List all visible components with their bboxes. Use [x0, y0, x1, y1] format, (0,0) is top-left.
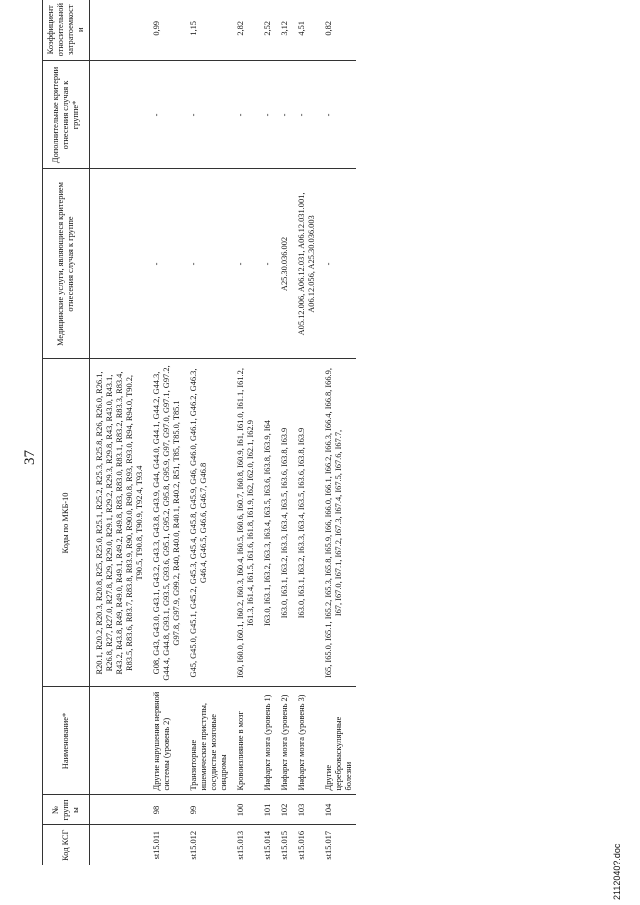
table-header-row [43, 0, 90, 865]
cell-mkb-codes: G45, G45.0, G45.1, G45.2, G45.3, G45.4, G45.8, G45.9, G46, G46.0, G46.1, G46.2, G46.3, G46.4, G46.5, G46.6, G46.7, G46.8 [184, 359, 231, 687]
cell-group-number [90, 795, 148, 825]
cell-services: - [319, 169, 356, 359]
cell-group-number: 103 [292, 795, 319, 825]
cell-coefficient: 2,82 [231, 0, 258, 61]
cell-name: Другие цереброваскулярные болезни [319, 687, 356, 795]
cell-mkb-codes: I63.0, I63.1, I63.2, I63.3, I63.4, I63.5, I63.6, I63.8, I63.9 [292, 359, 319, 687]
cell-extra-criteria: - [231, 61, 258, 169]
cell-services: - [147, 169, 184, 359]
header-extra-criteria: Дополнительные критерии отнесения случая к группе* [43, 61, 90, 169]
cell-group-number: 104 [319, 795, 356, 825]
cell-extra-criteria: - [258, 61, 275, 169]
table-row [258, 0, 275, 865]
cell-coefficient: 4,51 [292, 0, 319, 61]
cell-mkb-codes: G08, G43, G43.0, G43.1, G43.2, G43.3, G43.8, G43.9, G44, G44.0, G44.1, G44.2, G44.3, G44.4, G44.8, G93.1, G93.5, G93.6, G95.1, G95.2, G95.8, G95.9, G97, G97.0, G97.1, G97.2, G97.8, G97.9, G99.2, R40, R40.0, R40.1, R40.2, R51, T85, T85.0, T85.1 [147, 359, 184, 687]
table-row [90, 0, 148, 865]
cell-coefficient: 1,15 [184, 0, 231, 61]
header-code: Код КСГ [43, 825, 90, 865]
cell-services: A25.30.036.002 [275, 169, 292, 359]
cell-name: Транзиторные ишемические приступы, сосудистые мозговые синдромы [184, 687, 231, 795]
cell-name: Инфаркт мозга (уровень 1) [258, 687, 275, 795]
cell-coefficient [90, 0, 148, 61]
cell-coefficient: 0,82 [319, 0, 356, 61]
cell-code [90, 825, 148, 865]
table-row [292, 0, 319, 865]
table-row [231, 0, 258, 865]
cell-group-number: 99 [184, 795, 231, 825]
table-body [90, 0, 357, 865]
cell-name: Другие нарушения нервной системы (уровень 2) [147, 687, 184, 795]
cell-code: st15.016 [297, 830, 306, 860]
cell-code: st15.014 [263, 830, 272, 860]
table-row [319, 0, 356, 865]
cell-mkb-codes: I63.0, I63.1, I63.2, I63.3, I63.4, I63.5, I63.6, I63.8, I63.9, I64 [258, 359, 275, 687]
page-number: 37 [22, 450, 38, 465]
table-row [275, 0, 292, 865]
cell-extra-criteria: - [319, 61, 356, 169]
cell-services [90, 169, 148, 359]
cell-extra-criteria: - [292, 61, 319, 169]
cell-mkb-codes: R20.1, R20.2, R20.3, R20.8, R25, R25.0, R25.1, R25.2, R25.3, R25.8, R26, R26.0, R26.1, R26.8, R27, R27.0, R27.8, R29, R29.0, R29.1, R29.2, R29.3, R29.8, R43, R43.0, R43.1, R43.2, R43.8, R49, R49.0, R49.1, R49.2, R49.8, R83, R83.0, R83.1, R83.2, R83.3, R83.4, R83.5, R83.6, R83.7, R83.8, R83.9, R90, R90.0, R90.8, R93, R93.0, R94, R94.0, T90.2, T90.5, T90.8, T90.9, T92.4, T93.4 [90, 359, 148, 687]
header-coefficient: Коэффициент относительной затратоемкости [43, 0, 90, 61]
cell-name [90, 687, 148, 795]
cell-extra-criteria [90, 61, 148, 169]
table-row [147, 0, 184, 865]
cell-name: Инфаркт мозга (уровень 3) [292, 687, 319, 795]
ksg-table [42, 0, 356, 865]
cell-extra-criteria: - [275, 61, 292, 169]
cell-coefficient: 0,99 [147, 0, 184, 61]
footer-filename: 2112040?.doc [612, 843, 622, 900]
cell-services: A05.12.006, A06.12.031, A06.12.031.001, A06.12.056, A25.30.036.003 [292, 169, 319, 359]
cell-code: st15.013 [236, 830, 245, 860]
cell-services: - [258, 169, 275, 359]
cell-group-number: 100 [231, 795, 258, 825]
cell-group-number: 101 [258, 795, 275, 825]
cell-code: st15.017 [324, 830, 333, 860]
cell-mkb-codes: I63.0, I63.1, I63.2, I63.3, I63.4, I63.5, I63.6, I63.8, I63.9 [275, 359, 292, 687]
table-row [184, 0, 231, 865]
cell-group-number: 102 [275, 795, 292, 825]
header-mkb-codes: Коды по МКБ-10 [43, 359, 90, 687]
header-services: Медицинские услуги, являющиеся критерием отнесения случая к группе [43, 169, 90, 359]
cell-extra-criteria: - [147, 61, 184, 169]
cell-name: Инфаркт мозга (уровень 2) [275, 687, 292, 795]
cell-group-number: 98 [147, 795, 184, 825]
cell-mkb-codes: I60, I60.0, I60.1, I60.2, I60.3, I60.4, I60.5, I60.6, I60.7, I60.8, I60.9, I61, I61.0, I61.1, I61.2, I61.3, I61.4, I61.5, I61.6, I61.8, I61.9, I62, I62.0, I62.1, I62.9 [231, 359, 258, 687]
cell-code: st15.012 [189, 830, 198, 860]
cell-coefficient: 2,52 [258, 0, 275, 61]
cell-extra-criteria: - [184, 61, 231, 169]
cell-services: - [231, 169, 258, 359]
header-group-number: № группы [43, 795, 90, 825]
header-name: Наименование* [43, 687, 90, 795]
cell-code: st15.011 [152, 831, 161, 860]
cell-code: st15.015 [280, 830, 289, 860]
cell-name: Кровоизлияние в мозг [231, 687, 258, 795]
cell-mkb-codes: I65, I65.0, I65.1, I65.2, I65.3, I65.8, I65.9, I66, I66.0, I66.1, I66.2, I66.3, I66.4, I66.8, I66.9, I67, I67.0, I67.1, I67.2, I67.3, I67.4, I67.5, I67.6, I67.7, [319, 359, 356, 687]
cell-services: - [184, 169, 231, 359]
cell-coefficient: 3,12 [275, 0, 292, 61]
